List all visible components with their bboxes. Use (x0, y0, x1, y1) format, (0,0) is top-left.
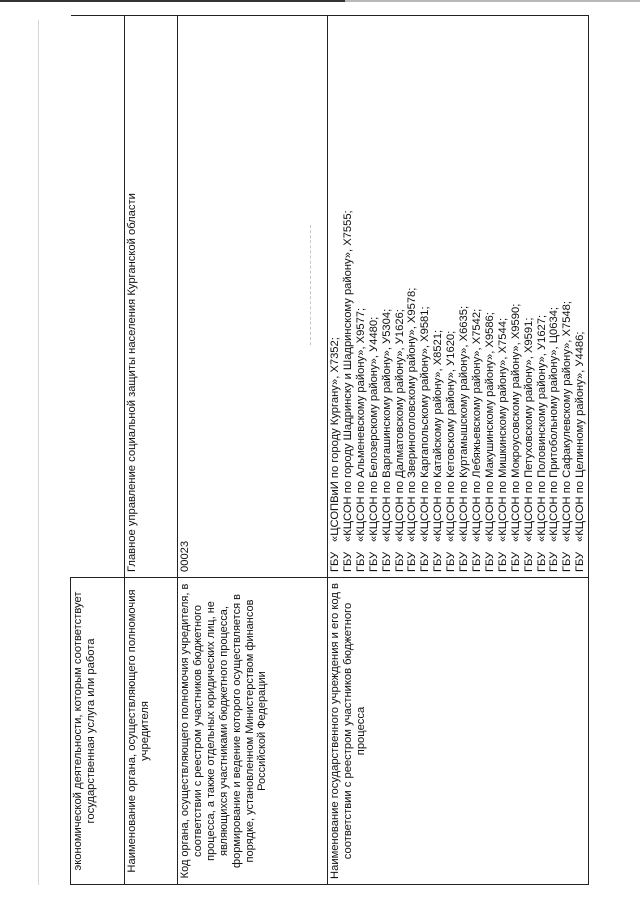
org-prefix: ГБУ (574, 551, 587, 572)
founder-name-value: Главное управление социальной защиты населения Курганской области (125, 16, 178, 578)
org-name: «КЦСОН по Макушинскому району», Х9586; (483, 312, 496, 542)
table-row (178, 16, 328, 885)
founder-name-label: Наименование органа, осуществляющего полномочия учредителя (125, 578, 178, 885)
org-name: «КЦСОН по городу Шадринску и Шадринскому району», Х7555; (341, 210, 354, 542)
org-prefix: ГБУ (496, 551, 509, 572)
org-prefix: ГБУ (535, 551, 548, 572)
org-prefix: ГБУ (406, 551, 419, 572)
org-prefix: ГБУ (341, 551, 354, 572)
list-item (471, 21, 484, 572)
org-name: «КЦСОН по Варгашинскому району», У5304; (380, 308, 393, 542)
list-item (510, 21, 523, 572)
list-item (497, 21, 510, 572)
list-item (406, 21, 419, 572)
org-name: «КЦСОН по Далматовскому району», У1626; (393, 309, 406, 542)
list-item (329, 21, 342, 572)
org-prefix: ГБУ (432, 551, 445, 572)
table-row (71, 16, 125, 885)
list-item (458, 21, 471, 572)
list-item (484, 21, 497, 572)
org-prefix: ГБУ (458, 551, 471, 572)
list-item (368, 21, 381, 572)
org-prefix: ГБУ (393, 551, 406, 572)
org-prefix: ГБУ (561, 551, 574, 572)
org-name: «КЦСОН по Звериноголовскому району», Х9578; (406, 287, 419, 542)
list-item (574, 21, 587, 572)
list-item (381, 21, 394, 572)
org-prefix: ГБУ (354, 551, 367, 572)
org-name: «КЦСОН по Притобольному району», Ц0634; (548, 306, 561, 542)
org-name: «КЦСОН по Кетовскому району», У1620; (445, 330, 458, 542)
list-item (419, 21, 432, 572)
founder-code-label: Код органа, осуществляющего полномочия учредителя, в соответствии с реестром участников бюджетного процесса, а также отдельных юридических лиц, не являющихся участниками бюджетного процесса, формирование и ведение которого осуществляется в порядке, установленном Министерством финансов Российской Федерации (178, 578, 328, 885)
org-prefix: ГБУ (419, 551, 432, 572)
org-prefix: ГБУ (367, 551, 380, 572)
org-prefix: ГБУ (380, 551, 393, 572)
org-name: «КЦСОН по Целинному району», У4486; (574, 331, 587, 542)
list-item (432, 21, 445, 572)
list-item (548, 21, 561, 572)
org-prefix: ГБУ (329, 551, 341, 572)
table-row (125, 16, 178, 885)
list-item (355, 21, 368, 572)
list-item (561, 21, 574, 572)
org-name: «КЦСОН по Альменевскому району», Х9577; (354, 307, 367, 542)
list-item (394, 21, 407, 572)
org-name: «КЦСОН по Петуховскому району», Х9591; (522, 317, 535, 542)
institution-list (328, 16, 589, 578)
org-name: «КЦСОН по Белозерскому району», У4480; (367, 316, 380, 542)
org-name: «ЦСОПВиИ по городу Кургану», Х7352; (329, 337, 341, 542)
org-prefix: ГБУ (470, 551, 483, 572)
org-prefix: ГБУ (509, 551, 522, 572)
org-prefix: ГБУ (445, 551, 458, 572)
org-prefix: ГБУ (548, 551, 561, 572)
org-name: «КЦСОН по Катайскому району», Х8521; (432, 329, 445, 542)
org-name: «КЦСОН по Мишкинскому району», Х7544; (496, 317, 509, 542)
activity-type-label: экономической деятельности, которым соответствует государственная услуга или работа (71, 578, 125, 885)
org-name: «КЦСОН по Мокроусовскому району», Х9590; (509, 303, 522, 542)
founder-code-value: 00023 (178, 16, 328, 578)
org-prefix: ГБУ (483, 551, 496, 572)
institution-info-table (70, 15, 589, 885)
institution-name-label: Наименование государственного учреждения и его код в соответствии с реестром участников бюджетного процесса (328, 578, 589, 885)
org-name: «КЦСОН по Сафакулевскому району», Х7548; (561, 301, 574, 542)
list-item (536, 21, 549, 572)
org-name: «КЦСОН по Лебяжьевскому району», Х7542; (470, 308, 483, 542)
org-name: «КЦСОН по Каргапольскому району», Х9581; (419, 306, 432, 542)
org-prefix: ГБУ (522, 551, 535, 572)
org-name: «КЦСОН по Половинскому району», У1627; (535, 314, 548, 542)
list-item (523, 21, 536, 572)
activity-type-value (71, 16, 125, 578)
table-row (328, 16, 589, 885)
org-name: «КЦСОН по Куртамышскому району», Х6635; (458, 305, 471, 542)
list-item (342, 21, 355, 572)
list-item (445, 21, 458, 572)
